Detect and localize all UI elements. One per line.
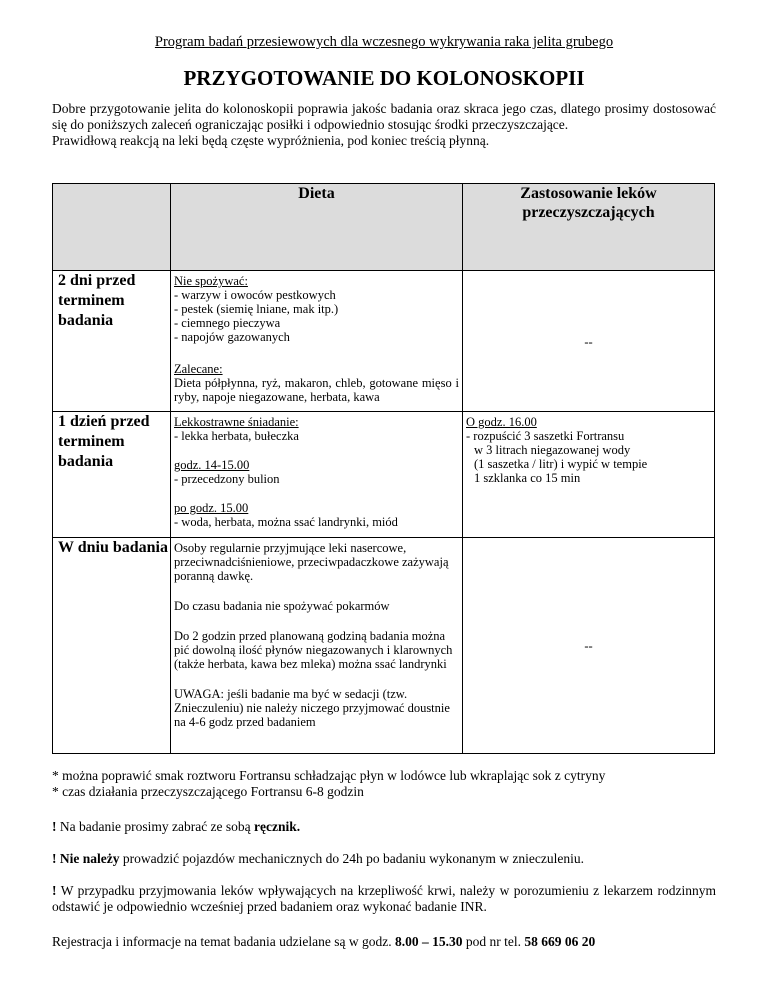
diet-header: Dieta bbox=[171, 184, 463, 271]
meds-line: w 3 litrach niegazowanej wody bbox=[474, 443, 631, 457]
preparation-table bbox=[52, 183, 715, 754]
footnote: * można poprawić smak roztworu Fortransu schładzając płyn w lodówce lub wkraplając sok z cytryny bbox=[52, 768, 606, 783]
period-header-cell bbox=[53, 184, 171, 271]
lunch-heading: godz. 14-15.00 bbox=[174, 458, 250, 472]
avoid-heading: Nie spożywać: bbox=[174, 274, 248, 288]
avoid-item: - ciemnego pieczywa bbox=[174, 316, 281, 330]
diet-paragraph: Do 2 godzin przed planowaną godziną badania można pić dowolną ilość płynów niegazowanych i klarownych (także herbata, kawa bez mleka) można ssać landrynki bbox=[174, 629, 453, 671]
meds-line: (1 saszetka / litr) i wypić w tempie bbox=[474, 457, 648, 471]
period-cell: 2 dni przed terminem badania bbox=[53, 271, 171, 412]
period-cell: W dniu badania bbox=[53, 538, 171, 754]
table-row bbox=[53, 271, 715, 412]
lunch-text: - przecedzony bulion bbox=[174, 472, 280, 486]
avoid-item: - warzyw i owoców pestkowych bbox=[174, 288, 336, 302]
program-heading: Program badań przesiewowych dla wczesnego wykrywania raka jelita grubego bbox=[154, 34, 614, 50]
avoid-item: - napojów gazowanych bbox=[174, 330, 290, 344]
registration-text: pod nr tel. bbox=[462, 934, 525, 949]
towel-emphasis: ręcznik. bbox=[254, 819, 301, 834]
meds-time-heading: O godz. 16.00 bbox=[466, 415, 537, 429]
towel-note bbox=[52, 819, 716, 835]
meds-cell: -- bbox=[463, 538, 715, 754]
registration-hours: 8.00 – 15.30 bbox=[394, 934, 463, 949]
diet-cell bbox=[171, 538, 463, 754]
intro-paragraph: Dobre przygotowanie jelita do kolonoskopii poprawia jakośc badania oraz skraca jego czas, dlatego prosimy dostosować się do poniższych zaleceń ograniczając posiłki i odpowiednio stosując środki przeczyszczające. bbox=[52, 101, 716, 132]
blood-thinner-text: W przypadku przyjmowania leków wpływających na krzepliwość krwi, należy w porozumieniu z lekarzem rodzinnym odstawić je odpowiednio wcześniej przed badaniem oraz wykonać badanie INR. bbox=[52, 883, 716, 914]
registration-text: Rejestracja i informacje na temat badania udzielane są w godz. bbox=[52, 934, 395, 949]
towel-text: Na badanie prosimy zabrać ze sobą bbox=[56, 819, 255, 834]
meds-line: - rozpuścić 3 saszetki Fortransu bbox=[466, 429, 625, 443]
meds-cell: -- bbox=[463, 271, 715, 412]
intro-reaction-paragraph: Prawidłową reakcją na leki będą częste wypróżnienia, pod koniec treścią płynną. bbox=[52, 133, 490, 148]
meds-cell bbox=[463, 412, 715, 538]
page-title: PRZYGOTOWANIE DO KOLONOSKOPII bbox=[183, 66, 585, 90]
exclamation-mark: ! bbox=[52, 883, 57, 898]
diet-cell bbox=[171, 271, 463, 412]
meds-line: 1 szklanka co 15 min bbox=[474, 471, 581, 485]
diet-paragraph: Osoby regularnie przyjmujące leki nasercowe, przeciwnadciśnieniowe, przeciwpadaczkowe zażywają poranną dawkę. bbox=[174, 541, 449, 583]
after-heading: po godz. 15.00 bbox=[174, 501, 249, 515]
after-text: - woda, herbata, można ssać landrynki, miód bbox=[174, 515, 398, 529]
period-cell: 1 dzień przed terminem badania bbox=[53, 412, 171, 538]
registration-phone: 58 669 06 20 bbox=[524, 934, 596, 949]
breakfast-heading: Lekkostrawne śniadanie: bbox=[174, 415, 299, 429]
table-row bbox=[53, 538, 715, 754]
diet-paragraph: Do czasu badania nie spożywać pokarmów bbox=[174, 599, 390, 613]
driving-text: prowadzić pojazdów mechanicznych do 24h po badaniu wykonanym w znieczuleniu. bbox=[119, 851, 584, 866]
diet-cell bbox=[171, 412, 463, 538]
exclamation-mark: ! bbox=[52, 819, 57, 834]
avoid-item: - pestek (siemię lniane, mak itp.) bbox=[174, 302, 339, 316]
footnote: * czas działania przeczyszczającego Fortransu 6-8 godzin bbox=[52, 784, 364, 799]
table-header-row bbox=[53, 184, 715, 271]
driving-note bbox=[52, 851, 716, 867]
warning-paragraph: UWAGA: jeśli badanie ma być w sedacji (tzw. Znieczuleniu) nie należy niczego przyjmować doustnie na 4-6 godz przed badaniem bbox=[174, 687, 450, 729]
blood-thinner-note bbox=[52, 883, 716, 915]
intro-section bbox=[52, 101, 716, 149]
registration-note bbox=[52, 934, 716, 950]
driving-emphasis: ! Nie należy bbox=[52, 851, 120, 866]
table-row bbox=[53, 412, 715, 538]
recommended-text: Dieta półpłynna, ryż, makaron, chleb, gotowane mięso i ryby, napoje niegazowane, herbata, kawa bbox=[174, 376, 459, 404]
meds-header: Zastosowanie leków przeczyszczających bbox=[463, 184, 715, 271]
recommended-heading: Zalecane: bbox=[174, 362, 223, 376]
footnotes bbox=[52, 768, 716, 800]
breakfast-text: - lekka herbata, bułeczka bbox=[174, 429, 299, 443]
